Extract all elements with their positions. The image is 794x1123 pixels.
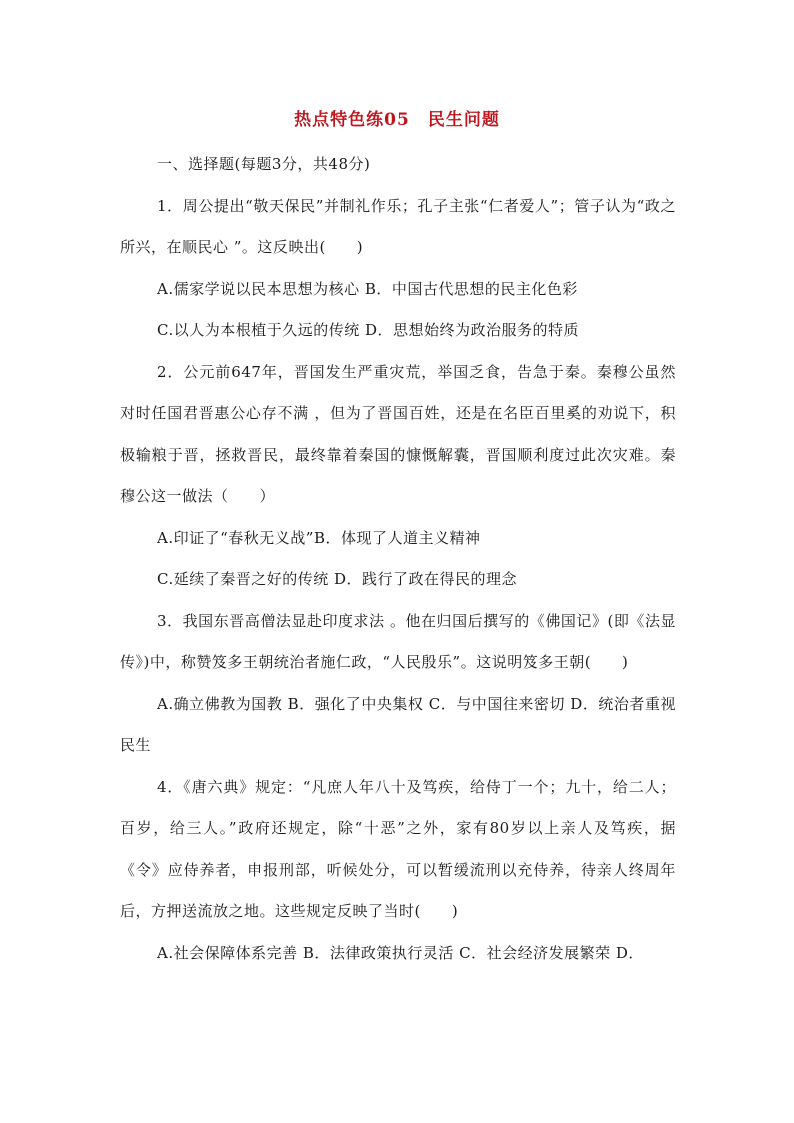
question-4-options: A.社会保障体系完善 B．法律政策执行灵活 C．社会经济发展繁荣 D． — [157, 943, 644, 962]
page-title: 热点特色练05 民生问题 — [294, 110, 500, 130]
question-list — [120, 144, 676, 974]
question-3-options: A.确立佛教为国教 B．强化了中央集权 C．与中国往来密切 D．统治者重视民生 — [120, 694, 676, 754]
question-3-stem: 3．我国东晋高僧法显赴印度求法 。他在归国后撰写的《佛国记》(即《法显传》)中，称赞笈多王朝统治者施仁政，“人民殷乐”。这说明笈多王朝( ) — [120, 611, 676, 671]
question-4-stem: 4．《唐六典》规定：“凡庶人年八十及笃疾，给侍丁一个；九十，给二人；百岁，给三人。”政府还规定，除“十恶”之外，家有80岁以上亲人及笃疾，据《令》应侍养者，申报刑部，听候处分，可以暂缓流刑以充侍养，待亲人终周年后，方押送流放之地。这些规定反映了当时( ) — [120, 777, 676, 920]
question-1-options-row-1: A.儒家学说以民本思想为核心 B．中国古代思想的民主化色彩 — [157, 279, 578, 298]
question-2-options-row-2: C.延续了秦晋之好的传统 D．践行了政在得民的理念 — [157, 570, 518, 588]
question-1-options-row-2: C.以人为本根植于久远的传统 D．思想始终为政治服务的特质 — [157, 321, 580, 339]
question-2-options-row-1: A.印证了“春秋无义战”B．体现了人道主义精神 — [157, 528, 481, 547]
question-2-stem: 2．公元前647年，晋国发生严重灾荒，举国乏食，告急于秦。秦穆公虽然对时任国君晋惠公心存不满 ，但为了晋国百姓，还是在名臣百里奚的劝说下，积极输粮于晋，拯救晋民，最终靠着秦国的慷慨解囊，晋国顺利度过此次灾难。秦穆公这一做法（ ） — [120, 362, 676, 505]
question-1-stem: 1．周公提出“敬天保民”并制礼作乐；孔子主张“仁者爱人”；管子认为“政之所兴，在顺民心 ”。这反映出( ) — [120, 196, 676, 256]
section-heading: 一、选择题(每题3分，共48分) — [157, 155, 371, 173]
